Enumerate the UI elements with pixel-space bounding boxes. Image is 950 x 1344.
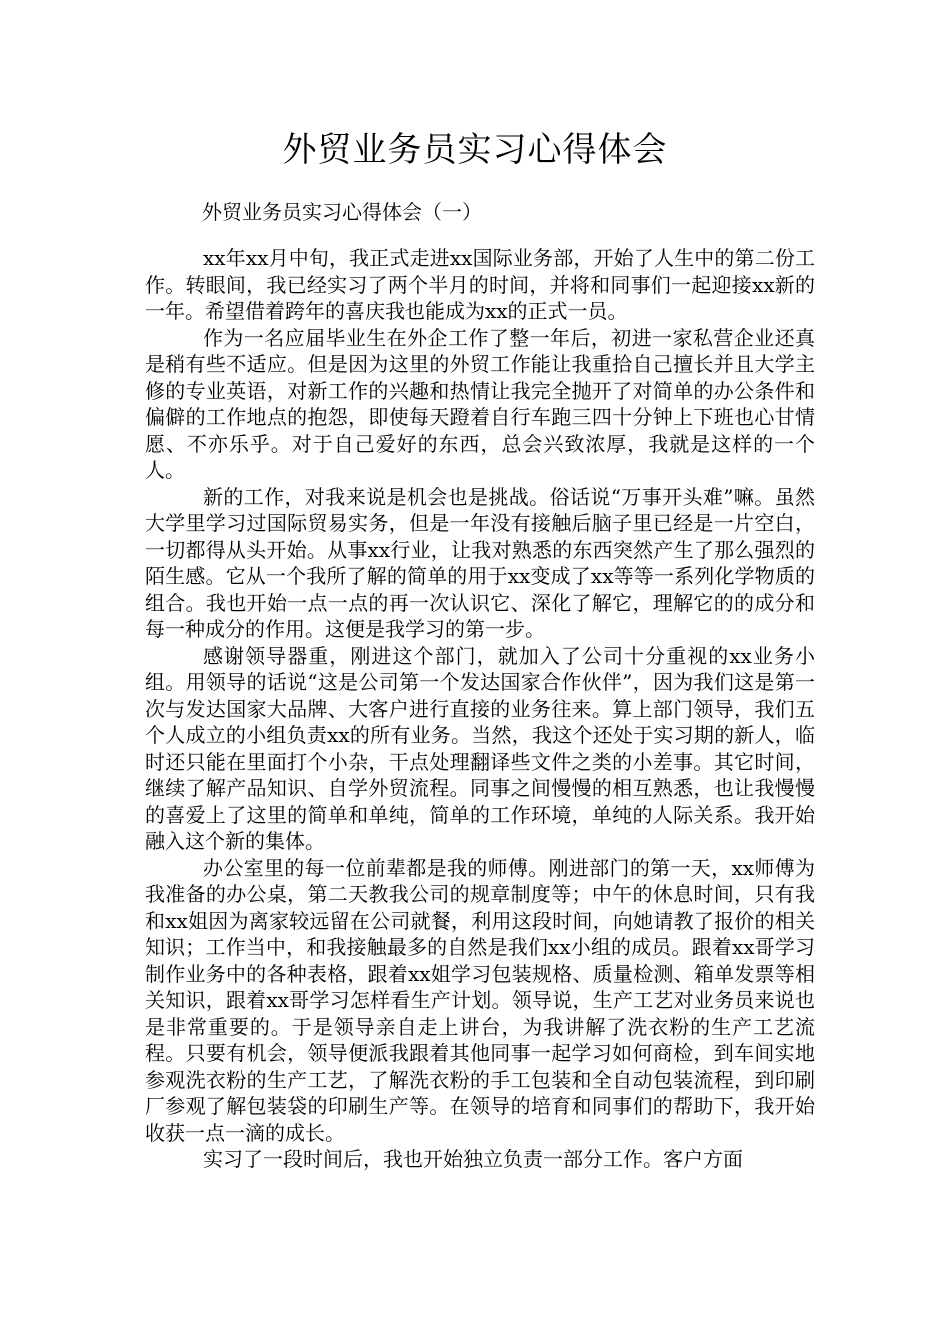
- paragraph: xx年xx月中旬，我正式走进xx国际业务部，开始了人生中的第二份工作。转眼间，我已经实习了两个半月的时间，并将和同事们一起迎接xx新的一年。希望借着跨年的喜庆我也能成为xx的正式一员。: [145, 246, 815, 323]
- document-title: 外贸业务员实习心得体会: [282, 130, 668, 170]
- paragraph: 新的工作，对我来说是机会也是挑战。俗话说“万事开头难”嘛。虽然大学里学习过国际贸易实务，但是一年没有接触后脑子里已经是一片空白，一切都得从头开始。从事xx行业，让我对熟悉的东西突然产生了那么强烈的陌生感。它从一个我所了解的简单的用于xx变成了xx等等一系列化学物质的组合。我也开始一点一点的再一次认识它、深化了解它，理解它的的成分和每一种成分的作用。这便是我学习的第一步。: [145, 484, 815, 641]
- document-subtitle: 外贸业务员实习心得体会（一）: [202, 200, 482, 224]
- document-body: [145, 245, 815, 1173]
- paragraph: 实习了一段时间后，我也开始独立负责一部分工作。客户方面: [203, 1147, 743, 1171]
- paragraph: 作为一名应届毕业生在外企工作了整一年后，初进一家私营企业还真是稍有些不适应。但是因为这里的外贸工作能让我重拾自己擅长并且大学主修的专业英语，对新工作的兴趣和热情让我完全抛开了对简单的办公条件和偏僻的工作地点的抱怨，即使每天蹬着自行车跑三四十分钟上下班也心甘情愿、不亦乐乎。对于自己爱好的东西，总会兴致浓厚，我就是这样的一个人。: [145, 325, 815, 482]
- paragraph: 感谢领导器重，刚进这个部门，就加入了公司十分重视的xx业务小组。用领导的话说“这是公司第一个发达国家合作伙伴”，因为我们这是第一次与发达国家大品牌、大客户进行直接的业务往来。算上部门领导，我们五个人成立的小组负责xx的所有业务。当然，我这个还处于实习期的新人，临时还只能在里面打个小杂，干点处理翻译些文件之类的小差事。其它时间，继续了解产品知识、自学外贸流程。同事之间慢慢的相互熟悉，也让我慢慢的喜爱上了这里的简单和单纯，简单的工作环境，单纯的人际关系。我开始融入这个新的集体。: [145, 643, 815, 853]
- paragraph: 办公室里的每一位前辈都是我的师傅。刚进部门的第一天，xx师傅为我准备的办公桌，第二天教我公司的规章制度等；中午的休息时间，只有我和xx姐因为离家较远留在公司就餐，利用这段时间，向她请教了报价的相关知识；工作当中，和我接触最多的自然是我们xx小组的成员。跟着xx哥学习制作业务中的各种表格，跟着xx姐学习包装规格、质量检测、箱单发票等相关知识，跟着xx哥学习怎样看生产计划。领导说，生产工艺对业务员来说也是非常重要的。于是领导亲自走上讲台，为我讲解了洗衣粉的生产工艺流程。只要有机会，领导便派我跟着其他同事一起学习如何商检，到车间实地参观洗衣粉的生产工艺，了解洗衣粉的手工包装和全自动包装流程，到印刷厂参观了解包装袋的印刷生产等。在领导的培育和同事们的帮助下，我开始收获一点一滴的成长。: [145, 855, 815, 1145]
